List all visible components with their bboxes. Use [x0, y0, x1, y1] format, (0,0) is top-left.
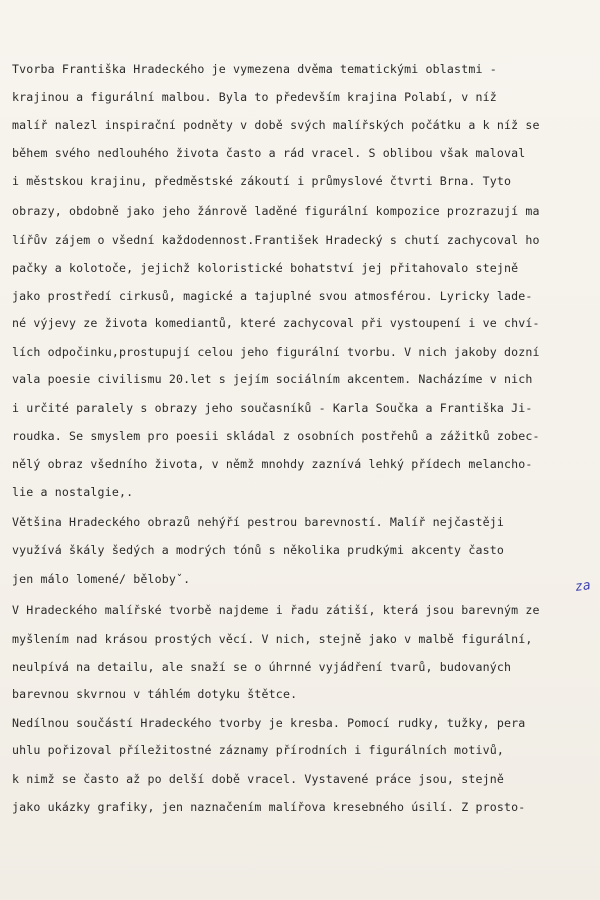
handwritten-annotation: za: [574, 577, 592, 596]
text-line: využívá škály šedých a modrých tónů s několika prudkými akcenty často: [12, 543, 504, 557]
text-line: krajinou a figurální malbou. Byla to především krajina Polabí, v níž: [12, 90, 497, 104]
text-line: Většina Hradeckého obrazů nehýří pestrou barevností. Malíř nejčastěji: [12, 515, 504, 529]
text-line: jako prostředí cirkusů, magické a tajuplné svou atmosférou. Lyricky lade-: [12, 289, 533, 303]
text-line: myšlením nad krásou prostých věcí. V nich, stejně jako v malbě figurální,: [12, 632, 533, 646]
text-line: Tvorba Františka Hradeckého je vymezena dvěma tematickými oblastmi -: [12, 62, 497, 76]
text-line: lířův zájem o všední každodennost.František Hradecký s chutí zachycoval ho: [12, 233, 540, 247]
text-line: V Hradeckého malířské tvorbě najdeme i řadu zátiší, která jsou barevným ze: [12, 603, 540, 617]
text-line: vala poesie civilismu 20.let s jejím sociálním akcentem. Nacházíme v nich: [12, 372, 533, 386]
text-line: i městskou krajinu, předměstské zákoutí i průmyslové čtvrti Brna. Tyto: [12, 174, 512, 188]
text-line: pačky a kolotoče, jejichž koloristické bohatství jej přitahovalo stejně: [12, 261, 519, 275]
text-line: neulpívá na detailu, ale snaží se o úhrnné vyjádření tvarů, budovaných: [12, 660, 512, 674]
text-line: jako ukázky grafiky, jen naznačením malířova kresebného úsilí. Z prosto-: [12, 800, 526, 814]
text-line: barevnou skvrnou v táhlém dotyku štětce.: [12, 687, 298, 701]
text-line: během svého nedlouhého života často a rád vracel. S oblibou však maloval: [12, 146, 526, 160]
text-line: Nedílnou součástí Hradeckého tvorby je kresba. Pomocí rudky, tužky, pera: [12, 716, 526, 730]
text-line: lie a nostalgie,.: [12, 485, 134, 499]
text-line: nělý obraz všedního života, v němž mnohdy zaznívá lehký přídech melancho-: [12, 457, 533, 471]
text-line: roudka. Se smyslem pro poesii skládal z osobních postřehů a zážitků zobec-: [12, 429, 540, 443]
text-line: lích odpočinku,prostupují celou jeho figurální tvorbu. V nich jakoby dozní: [12, 345, 540, 359]
text-line: malíř nalezl inspirační podněty v době svých malířských počátku a k níž se: [12, 118, 540, 132]
text-line: né výjevy ze života komediantů, které zachycoval při vystoupení i ve chví-: [12, 316, 540, 330]
text-line: uhlu pořizoval příležitostné záznamy přírodních i figurálních motivů,: [12, 743, 504, 757]
text-line: jen málo lomené/ bělobyˇ.: [12, 572, 191, 586]
text-line: i určité paralely s obrazy jeho současníků - Karla Součka a Františka Ji-: [12, 401, 533, 415]
text-line: k nimž se často až po delší době vracel. Vystavené práce jsou, stejně: [12, 772, 504, 786]
text-line: obrazy, obdobně jako jeho žánrově laděné figurální kompozice prozrazují ma: [12, 204, 540, 218]
